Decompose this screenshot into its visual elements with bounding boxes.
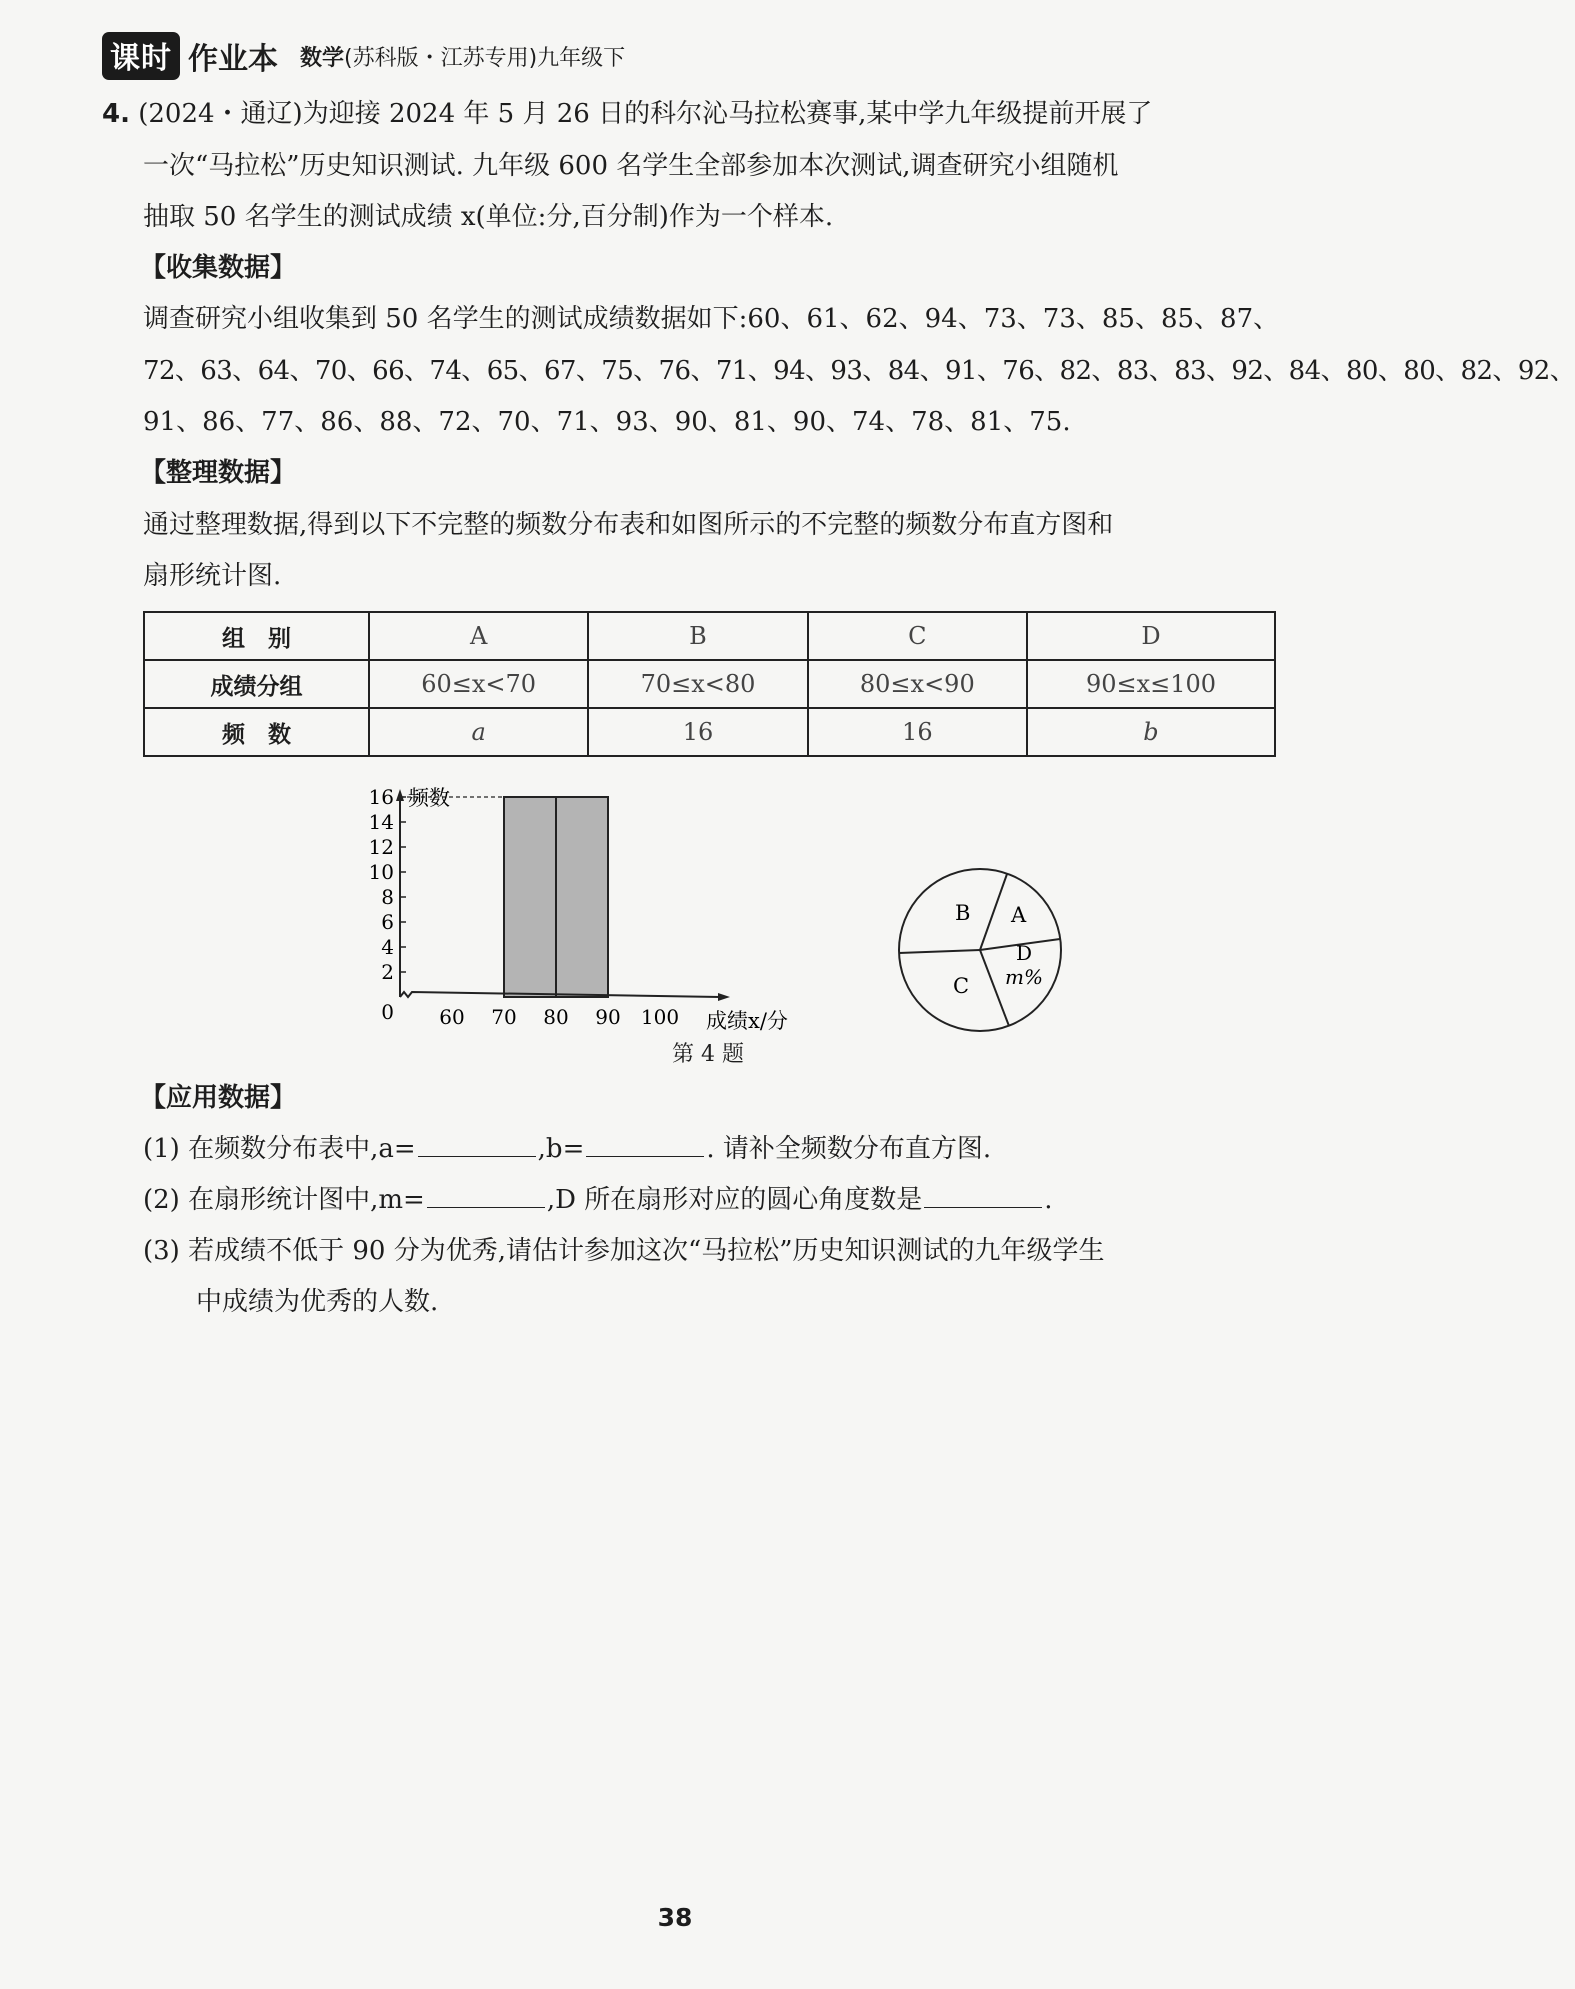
- section-organize-title: 【整理数据】: [140, 458, 297, 488]
- table-cell: D: [1027, 612, 1275, 660]
- y-tick-label: 10: [368, 860, 394, 884]
- table-cell: 16: [588, 708, 807, 756]
- answer-blank-a[interactable]: [418, 1134, 536, 1157]
- table-cell: b: [1027, 708, 1275, 756]
- organize-line-1: 通过整理数据,得到以下不完整的频数分布表和如图所示的不完整的频数分布直方图和: [143, 510, 1114, 540]
- table-row-header: 频 数: [144, 708, 369, 756]
- y-tick-label: 6: [381, 910, 394, 934]
- table-row: [144, 612, 1275, 660]
- pie-label-d: D: [1016, 941, 1033, 965]
- frequency-table: [143, 611, 1276, 757]
- pie-label-a: A: [1011, 903, 1027, 927]
- table-cell: 60≤x<70: [369, 660, 588, 708]
- y-tick-label: 2: [381, 960, 394, 984]
- table-cell: 80≤x<90: [808, 660, 1027, 708]
- series-name: 作业本: [188, 42, 278, 77]
- x-tick-label: 90: [595, 1005, 621, 1029]
- table-cell: C: [808, 612, 1027, 660]
- table-row-header: 成绩分组: [144, 660, 369, 708]
- apply-question-1: (1) 在频数分布表中,a= ,b= . 请补全频数分布直方图.: [143, 1134, 992, 1164]
- pie-divider-b-c: [899, 950, 980, 953]
- pie-label-b: B: [955, 901, 971, 925]
- table-cell: 90≤x≤100: [1027, 660, 1275, 708]
- histogram-bar: [504, 797, 556, 997]
- pie-divider-a-b: [980, 874, 1007, 950]
- section-apply-title: 【应用数据】: [140, 1083, 297, 1113]
- y-tick-label: 14: [368, 810, 394, 834]
- organize-line-2: 扇形统计图.: [143, 561, 282, 591]
- histogram-bar: [556, 797, 608, 997]
- table-cell: 16: [808, 708, 1027, 756]
- x-axis-title: 成绩x/分: [706, 1009, 788, 1033]
- y-axis-arrow: [396, 789, 404, 801]
- table-cell: A: [369, 612, 588, 660]
- y-tick-label: 4: [381, 935, 394, 959]
- collect-line-3: 91、86、77、86、88、72、70、71、93、90、81、90、74、78、81、75.: [143, 407, 1071, 437]
- table-row-header: 组 别: [144, 612, 369, 660]
- answer-blank-b[interactable]: [586, 1134, 704, 1157]
- y-tick-label: 0: [381, 1000, 394, 1024]
- collect-line-1: 调查研究小组收集到 50 名学生的测试成绩数据如下:60、61、62、94、73、73、85、85、87、: [143, 304, 1280, 334]
- question-line-3: 抽取 50 名学生的测试成绩 x(单位:分,百分制)作为一个样本.: [143, 202, 834, 232]
- question-line-2: 一次“马拉松”历史知识测试. 九年级 600 名学生全部参加本次测试,调查研究小组随机: [143, 151, 1119, 181]
- answer-blank-m[interactable]: [427, 1185, 545, 1208]
- section-collect-title: 【收集数据】: [140, 253, 297, 283]
- answer-blank-angle[interactable]: [924, 1185, 1042, 1208]
- y-tick-label: 12: [368, 835, 394, 859]
- page-number: 38: [657, 1903, 693, 1932]
- table-row: [144, 660, 1275, 708]
- apply-question-2: (2) 在扇形统计图中,m= ,D 所在扇形对应的圆心角度数是 .: [143, 1185, 1053, 1215]
- x-tick-label: 60: [439, 1005, 465, 1029]
- question-number: 4.: [102, 99, 130, 129]
- figure-caption: 第 4 题: [672, 1042, 744, 1067]
- series-logo: 课时: [102, 32, 180, 80]
- apply-question-3-line-2: 中成绩为优秀的人数.: [196, 1287, 439, 1317]
- x-tick-label: 80: [543, 1005, 569, 1029]
- apply-question-3-line-1: (3) 若成绩不低于 90 分为优秀,请估计参加这次“马拉松”历史知识测试的九年级学生: [143, 1236, 1105, 1266]
- pie-label-c: C: [953, 974, 970, 998]
- pie-chart: [890, 860, 1070, 1040]
- table-cell: B: [588, 612, 807, 660]
- y-tick-label: 16: [368, 785, 394, 809]
- table-row: [144, 708, 1275, 756]
- x-tick-label: 100: [640, 1005, 680, 1029]
- x-axis-arrow: [718, 993, 730, 1001]
- table-cell: 70≤x<80: [588, 660, 807, 708]
- x-tick-label: 70: [491, 1005, 517, 1029]
- y-tick-label: 8: [381, 885, 394, 909]
- page-header: [102, 34, 625, 78]
- question-line-1: 4. (2024・通辽)为迎接 2024 年 5 月 26 日的科尔沁马拉松赛事,某中学九年级提前开展了: [102, 99, 1153, 129]
- frequency-histogram: [355, 775, 815, 1045]
- table-cell: a: [369, 708, 588, 756]
- book-title: 数学(苏科版・江苏专用)九年级下: [300, 45, 626, 71]
- collect-line-2: 72、63、64、70、66、74、65、67、75、76、71、94、93、84、91、76、82、83、83、92、84、80、80、82、92、: [143, 356, 1575, 386]
- y-axis-title: 频数: [408, 786, 450, 810]
- pie-label-m-percent: m%: [1005, 965, 1043, 989]
